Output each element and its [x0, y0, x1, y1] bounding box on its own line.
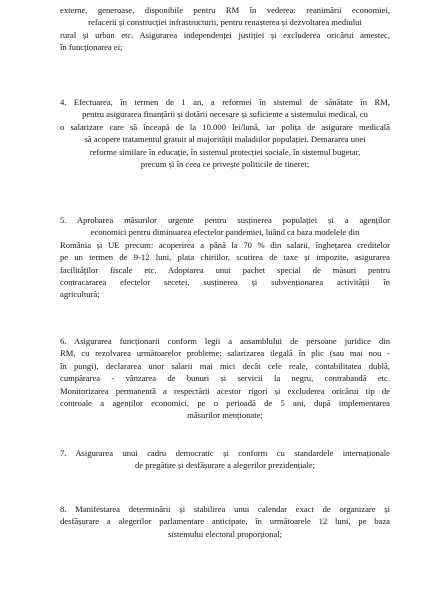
- text-line: 7. Asigurarea unui cadru democratic și conform cu standardele internaționale: [60, 448, 390, 458]
- text-line: cumpărarea - vânzarea de bunuri și servicii la negru, contrabandă etc.: [60, 373, 390, 384]
- text-line: 5. Aprobarea măsurilor urgente pentru susținerea populației și a agenților: [60, 215, 390, 225]
- text-line: agricultură;: [60, 289, 100, 300]
- text-line: 4. Efectuarea, în termen de 1 an, a reformei în sistemul de sănătate în RM,: [60, 97, 390, 107]
- text-line: refacerii și construcției infrastructurii, pentru renașterea și dezvoltarea mediului: [88, 17, 362, 28]
- text-line: desfășurare a alegerilor parlamentare anticipate, în următoarele 12 luni, pe baza: [60, 516, 390, 527]
- text-line: economici pentru diminuarea efectelor pandemiei, luând ca baza modelele din: [90, 227, 360, 238]
- text-line: pe un termen de 9-12 luni, plata chiriilor, scutirea de taxe și impozite, asigurarea: [60, 252, 390, 263]
- text-line: controale a agenților economici, pe o perioadă de 5 ani, după implementarea: [60, 398, 390, 409]
- text-line: în funcționarea ei;: [60, 42, 123, 53]
- text-line: în pungi), declararea unor salarii mai mici decât cele reale, contabilitatea dublă,: [60, 360, 390, 371]
- text-line: rural și urban etc. Asigurarea independenței justiției și excluderea oricărui amestec,: [60, 29, 390, 40]
- text-line: RM, cu rezolvarea următoarelor probleme: salarizarea ilegală în plic (sau mai nou -: [60, 348, 390, 359]
- text-line: externe, generoase, disponibile pentru RM în vederea: reanimării economiei,: [60, 5, 390, 15]
- text-line: Monitorizarea permanentă a respectării acestor rigori și excluderea oricărui tip de: [60, 385, 390, 396]
- text-line: sistemului electoral proporțional;: [167, 528, 283, 539]
- text-line: România și UE precum: acoperirea a până la 70 % din salarii, înghețarea creditelor: [60, 239, 390, 250]
- paragraph-intro-continuation: [60, 4, 390, 54]
- text-line: pentru asigurarea finanțării și dotării necesare și suficiente a sistemului medical, cu: [82, 109, 368, 120]
- paragraph-item-8: [60, 503, 390, 540]
- paragraph-item-4: [60, 96, 390, 170]
- text-line: măsurilor menționate;: [187, 410, 263, 421]
- text-line: precum și în ceea ce privește politicile de tineret;: [140, 159, 310, 170]
- paragraph-item-6: [60, 335, 390, 422]
- text-line: 6. Asigurarea funcționarii conform legii a ansamblului de persoane juridice din: [60, 336, 390, 346]
- text-line: să acopere tratamentul gratuit al majorității maladiilor populației. Demararea unei: [84, 134, 366, 145]
- text-line: reforme similare în educație, în sistemul protecției sociale, în sistemul bugetar,: [89, 146, 361, 157]
- text-line: o salarizare care să înceapă de la 10.000 lei/lună, iar polița de asigurare medicală: [60, 121, 390, 132]
- paragraph-item-7: [60, 447, 390, 472]
- text-line: 8. Manifestarea determinării și stabilirea unui calendar exact de organizare și: [60, 504, 390, 514]
- text-line: facilităților fiscale etc. Adoptarea unui pachet special de măsuri pentru: [60, 264, 390, 275]
- paragraph-item-5: [60, 214, 390, 301]
- text-line: contracararea efectelor secetei, susținerea și subvenționarea activității în: [60, 277, 390, 288]
- text-line: de pregătire și desfășurare a alegerilor prezidențiale;: [135, 460, 315, 471]
